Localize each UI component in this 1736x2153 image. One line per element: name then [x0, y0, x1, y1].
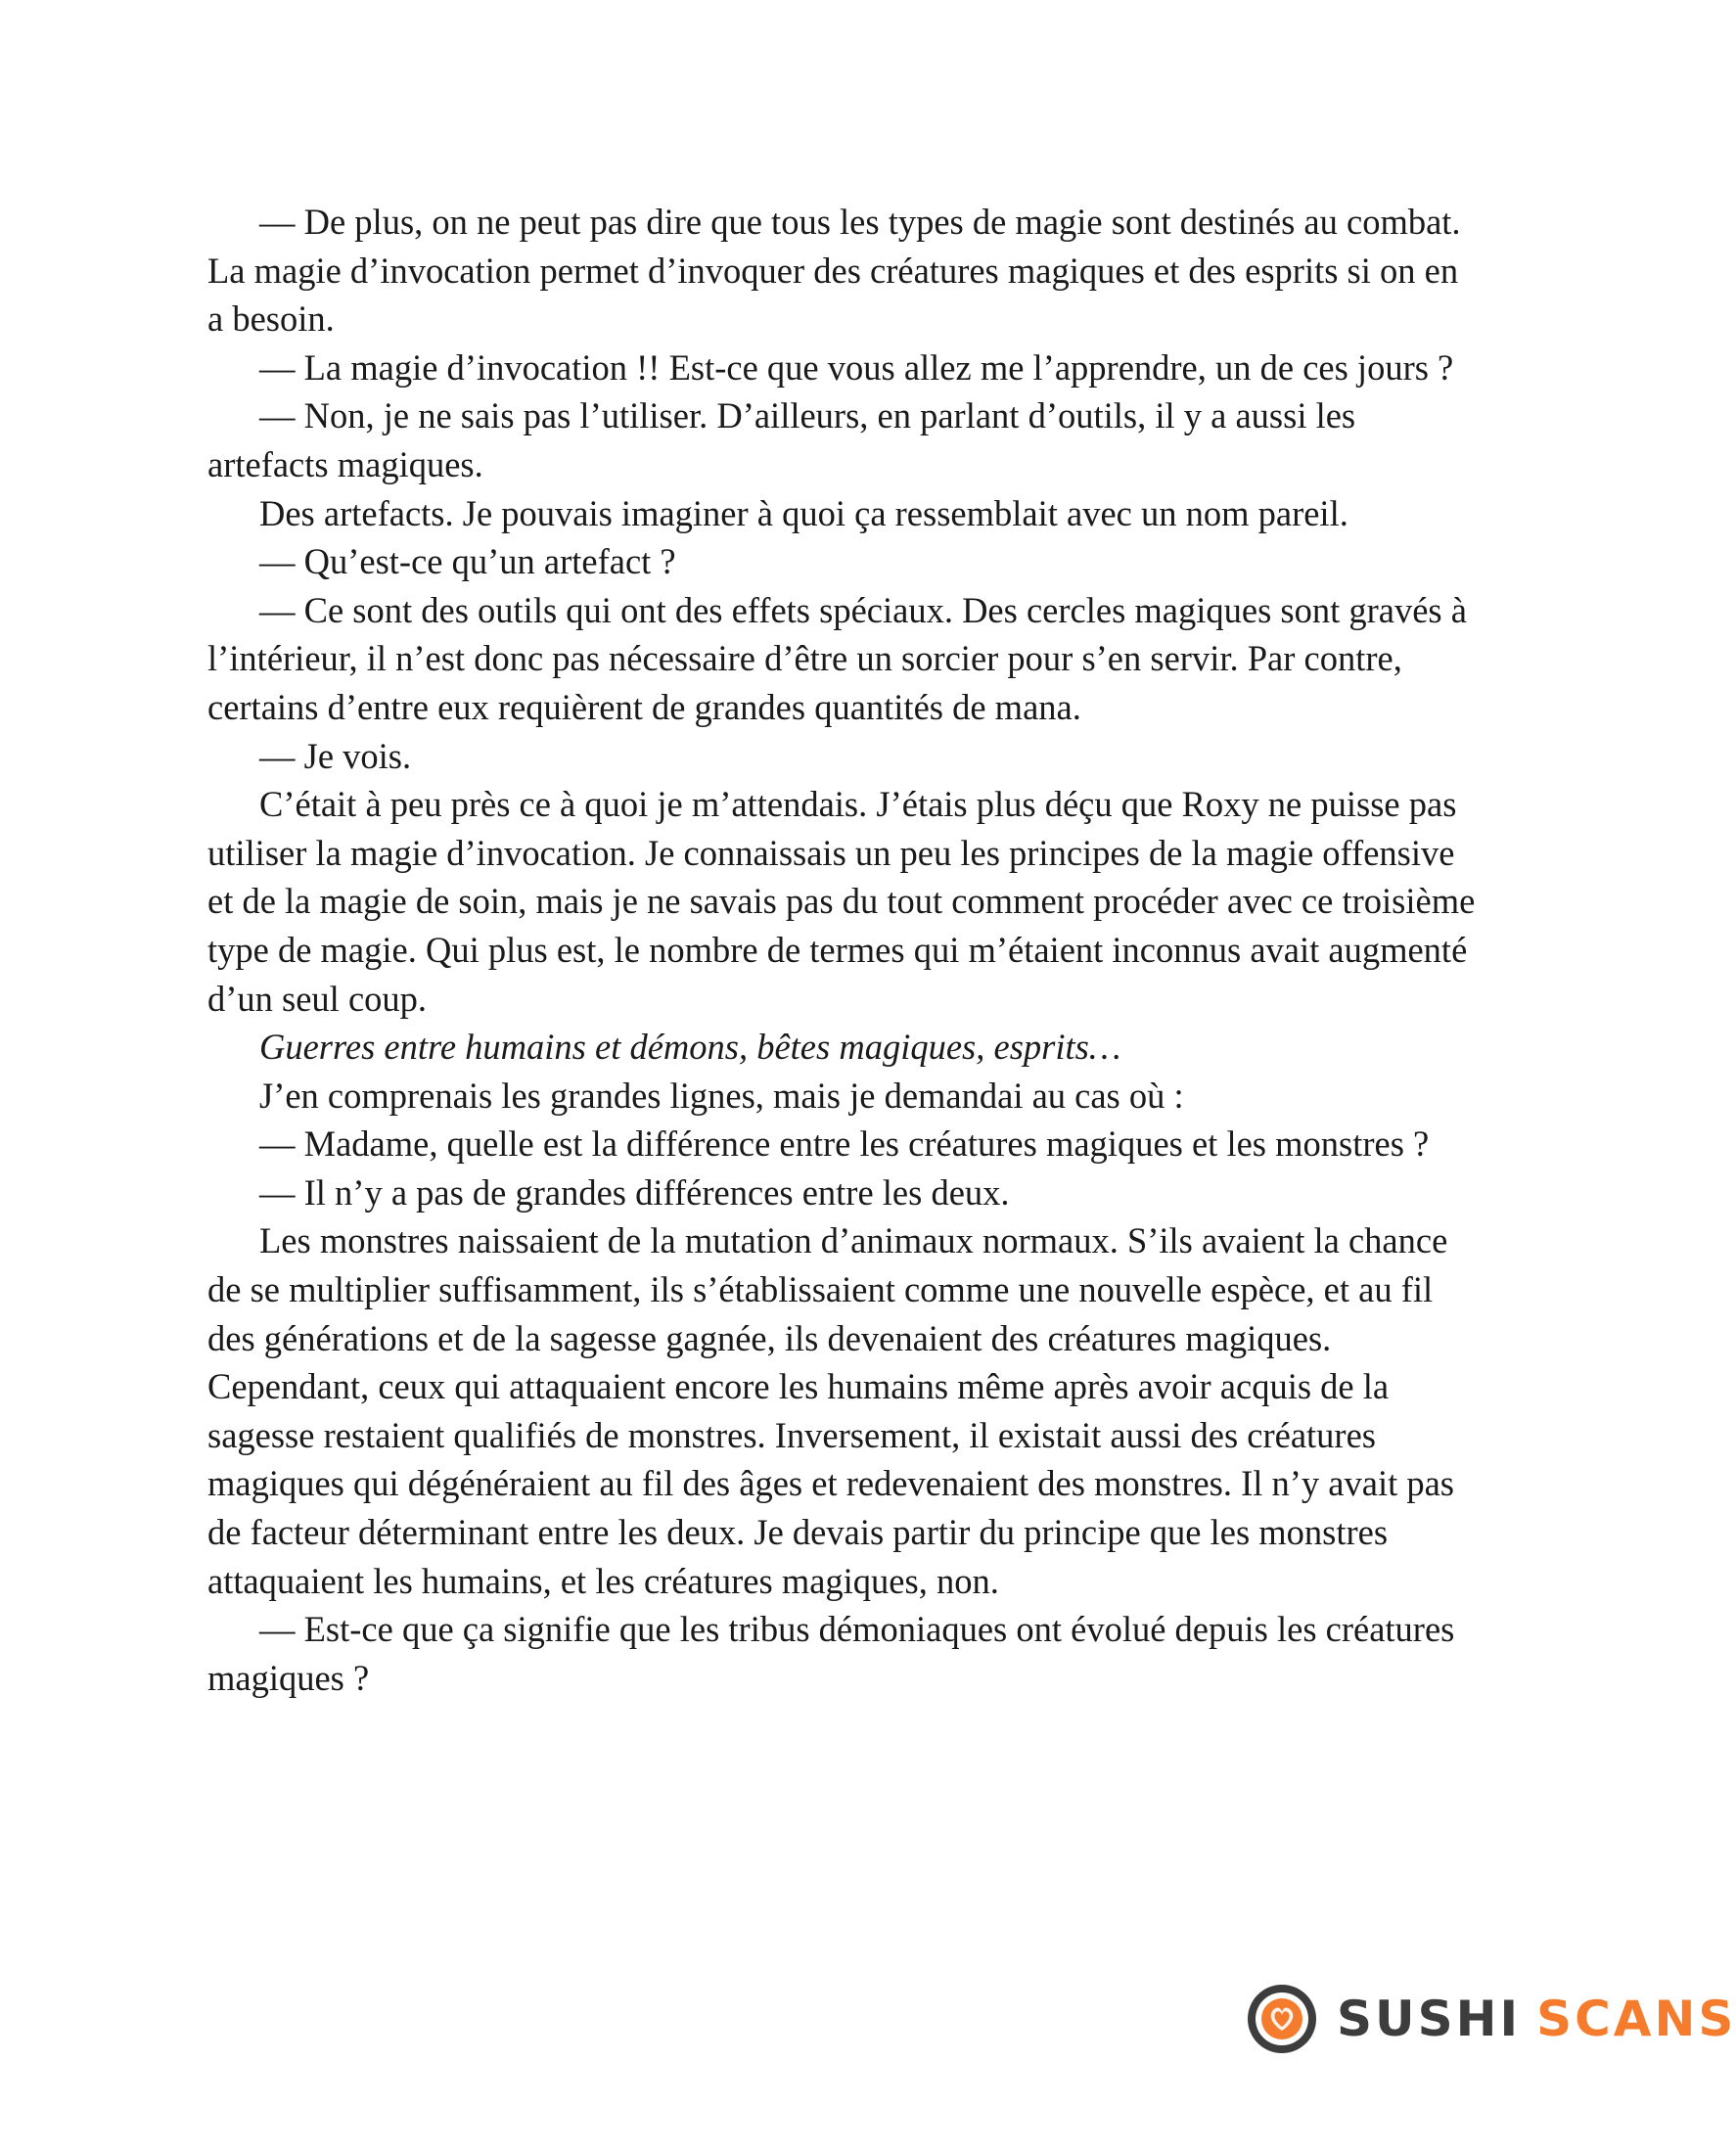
- paragraph: — Il n’y a pas de grandes différences entre les deux.: [259, 1171, 1010, 1213]
- paragraph: — Madame, quelle est la différence entre les créatures magiques et les monstres ?: [259, 1123, 1430, 1165]
- paragraph: — Qu’est-ce qu’un artefact ?: [259, 541, 676, 582]
- paragraph: — Je vois.: [259, 735, 412, 776]
- paragraph: — Non, je ne sais pas l’utiliser. D’ailleurs, en parlant d’outils, il y a aussi les artefacts magiques.: [207, 395, 1356, 484]
- paragraph: C’était à peu près ce à quoi je m’attendais. J’étais plus déçu que Roxy ne puisse pas utiliser la magie d’invocation. Je connaissais un peu les principes de la magie offensive et de la magie de soin, mais je ne savais pas du tout comment procéder avec ce troisième type de magie. Qui plus est, le nombre de termes qui m’étaient inconnus avait augmenté d’un seul coup.: [207, 784, 1476, 1019]
- watermark-text: [1337, 1991, 1736, 2047]
- watermark: [1245, 1975, 1736, 2063]
- sushi-logo-icon: [1245, 1982, 1319, 2056]
- page-body: [207, 198, 1480, 1702]
- paragraph: — De plus, on ne peut pas dire que tous les types de magie sont destinés au combat. La magie d’invocation permet d’invoquer des créatures magiques et des esprits si on en a besoin.: [207, 202, 1461, 340]
- watermark-word-scans: SCANS: [1536, 1991, 1736, 2047]
- watermark-word-sushi: SUSHI: [1337, 1991, 1522, 2047]
- paragraph: Les monstres naissaient de la mutation d’animaux normaux. S’ils avaient la chance de se multiplier suffisamment, ils s’établissaient comme une nouvelle espèce, et au fil des générations et de la sagesse gagnée, ils devenaient des créatures magiques. Cependant, ceux qui attaquaient encore les humains même après avoir acquis de la sagesse restaient qualifiés de monstres. Inversement, il existait aussi des créatures magiques qui dégénéraient au fil des âges et redevenaient des monstres. Il n’y avait pas de facteur déterminant entre les deux. Je devais partir du principe que les monstres attaquaient les humains, et les créatures magiques, non.: [207, 1220, 1455, 1601]
- paragraph: — Est-ce que ça signifie que les tribus démoniaques ont évolué depuis les créatures magiques ?: [207, 1609, 1455, 1698]
- italic-paragraph: Guerres entre humains et démons, bêtes magiques, esprits…: [259, 1027, 1121, 1068]
- paragraph: — Ce sont des outils qui ont des effets spéciaux. Des cercles magiques sont gravés à l’intérieur, il n’est donc pas nécessaire d’être un sorcier pour s’en servir. Par contre, certains d’entre eux requièrent de grandes quantités de mana.: [207, 589, 1467, 727]
- paragraph: Des artefacts. Je pouvais imaginer à quoi ça ressemblait avec un nom pareil.: [259, 492, 1348, 533]
- paragraph: — La magie d’invocation !! Est-ce que vous allez me l’apprendre, un de ces jours ?: [259, 346, 1454, 388]
- paragraph: J’en comprenais les grandes lignes, mais je demandai au cas où :: [259, 1075, 1184, 1116]
